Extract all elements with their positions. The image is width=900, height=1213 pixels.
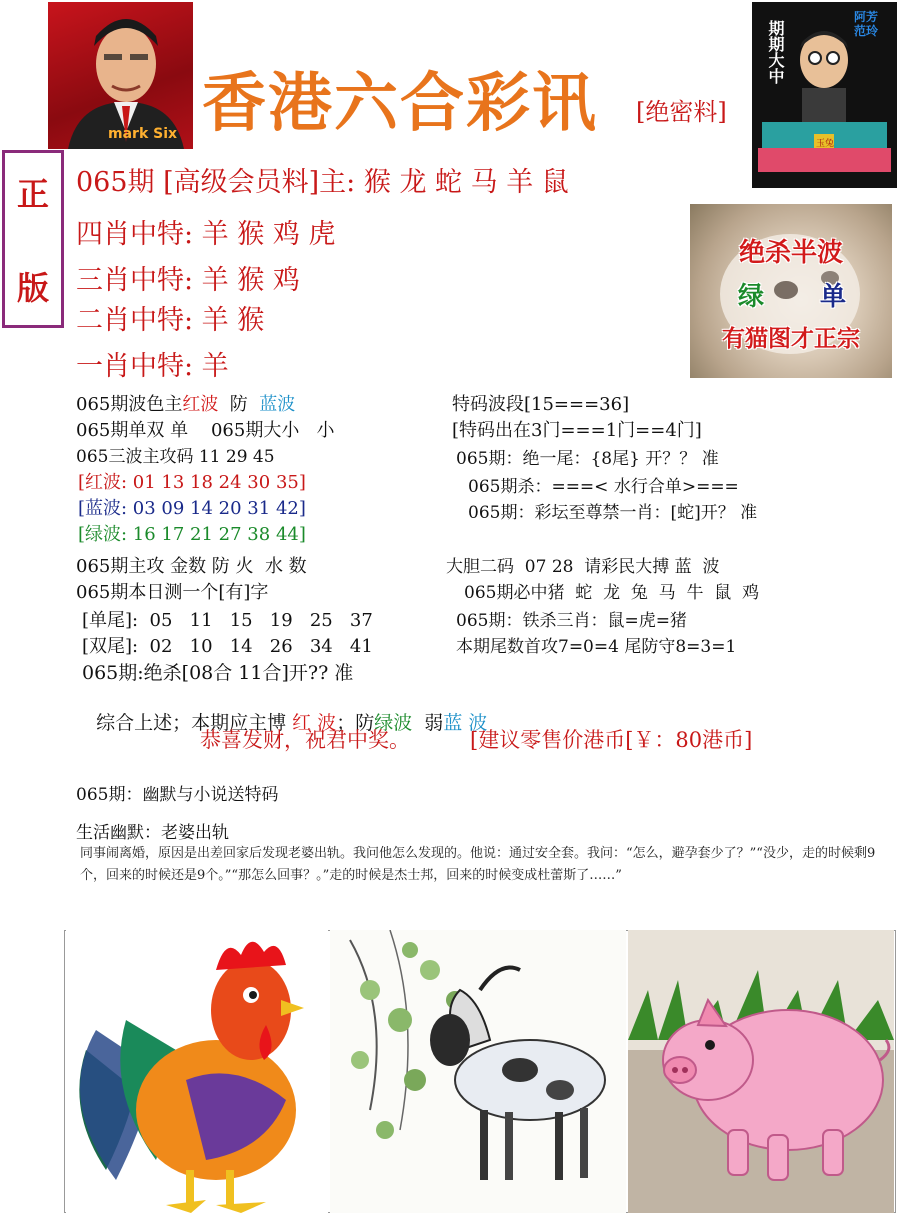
three-wave-line: 065三波主攻码 11 29 45 bbox=[76, 447, 275, 467]
segment-line: 特码波段[15===36] bbox=[452, 394, 630, 415]
must-win-line: 065期必中猪 蛇 龙 兔 马 牛 鼠 鸡 bbox=[464, 583, 760, 603]
single-tail-line: [单尾]: 05 11 15 19 25 37 bbox=[82, 610, 373, 631]
three-zodiac-line: 三肖中特: 羊 猴 鸡 bbox=[76, 265, 300, 296]
test-char-line: 065期本日测一个[有]字 bbox=[76, 582, 269, 603]
blue-wave-numbers: [蓝波: 03 09 14 20 31 42] bbox=[78, 498, 306, 519]
door-line: [特码出在3门===1门==4门] bbox=[452, 420, 702, 441]
page-title: 香港六合彩讯 bbox=[202, 66, 598, 141]
edition-box bbox=[2, 150, 64, 328]
cat-box-line3: 有猫图才正宗 bbox=[722, 325, 860, 352]
cat-box-line1: 绝杀半波 bbox=[738, 238, 843, 268]
summary-mid: ；防 bbox=[336, 712, 375, 734]
summary-blue: 蓝 波 bbox=[443, 712, 488, 734]
kill-element-line: 065期杀：===< 水行合单>=== bbox=[468, 477, 739, 497]
double-tail-line: [双尾]: 02 10 14 26 34 41 bbox=[82, 636, 373, 657]
goat-image bbox=[330, 930, 626, 1213]
right-photo-badge: 阿芳 范玲 bbox=[854, 10, 879, 38]
right-photo-caption: 期期大中 bbox=[766, 20, 785, 84]
cat-box-green: 绿 bbox=[737, 282, 764, 312]
goat-icon bbox=[330, 930, 626, 1213]
forbid-line: 065期：彩坛至尊禁一肖：[蛇]开？ 准 bbox=[468, 503, 758, 523]
pig-icon bbox=[628, 930, 894, 1213]
cartoon-photo-right bbox=[752, 2, 897, 188]
congrats-text: 恭喜发财，祝君中奖。 bbox=[200, 728, 410, 752]
pig-image bbox=[628, 930, 894, 1213]
edition-char-1: 正 bbox=[16, 175, 49, 213]
summary-prefix: 综合上述；本期应主博 bbox=[96, 712, 293, 734]
joke-text: 同事闹离婚，原因是出差回家后发现老婆出轨。我问他怎么发现的。他说：通过安全套。我问：“怎么，避孕套少了？”“没少，走的时候剩9个，回来的时候还是9个。”“那怎么回事？。”走的时候是杰士邦，回来的时候变成杜蕾斯了……” bbox=[80, 846, 876, 883]
wave-guard: 防 bbox=[218, 394, 260, 415]
cat-box-single: 单 bbox=[819, 282, 846, 312]
tail-line: 065期：绝一尾：{8尾} 开？？ 准 bbox=[456, 449, 719, 469]
main-attack-line: 065期主攻 金数 防 火 水 数 bbox=[76, 556, 307, 577]
summary-green: 绿波 bbox=[374, 712, 413, 734]
man-photo-left bbox=[48, 2, 193, 149]
green-wave-numbers: [绿波: 16 17 21 27 38 44] bbox=[78, 524, 306, 545]
member-line: 065期 [高级会员料]主: 猴 龙 蛇 马 羊 鼠 bbox=[76, 167, 569, 198]
right-photo-seal: 玉兔 bbox=[816, 139, 835, 149]
joke-title: 生活幽默：老婆出轨 bbox=[76, 823, 229, 843]
bold-two-line: 大胆二码 07 28 请彩民大搏 蓝 波 bbox=[446, 557, 720, 577]
tail-attack-line: 本期尾数首攻7=0=4 尾防守8=3=1 bbox=[456, 637, 737, 657]
price-text: [建议零售价港币[￥：80港币] bbox=[470, 728, 753, 752]
red-wave-numbers: [红波: 01 13 18 24 30 35] bbox=[78, 472, 306, 493]
one-zodiac-line: 一肖中特: 羊 bbox=[76, 351, 229, 382]
wave-color-line bbox=[76, 390, 295, 416]
four-zodiac-line: 四肖中特: 羊 猴 鸡 虎 bbox=[76, 219, 336, 250]
summary-red: 红 波 bbox=[292, 712, 337, 734]
edition-char-2: 版 bbox=[16, 269, 49, 307]
summary-weak: 弱 bbox=[412, 712, 444, 734]
humor-title: 065期：幽默与小说送特码 bbox=[76, 785, 279, 805]
cat-image-box bbox=[690, 204, 892, 378]
rooster-image bbox=[66, 930, 328, 1213]
wave-prefix: 065期波色主 bbox=[76, 394, 183, 415]
two-zodiac-line: 二肖中特: 羊 猴 bbox=[76, 305, 265, 336]
kill-combo-line: 065期:绝杀[08合 11合]开?? 准 bbox=[82, 662, 354, 684]
page-subtitle: [绝密料] bbox=[636, 98, 727, 126]
wave-main: 红波 bbox=[182, 394, 219, 415]
wave-alt: 蓝波 bbox=[259, 394, 296, 415]
iron-kill-line: 065期：铁杀三肖：鼠=虎=猪 bbox=[456, 611, 687, 631]
mark-six-logo: mark Six bbox=[108, 126, 178, 142]
rooster-icon bbox=[66, 930, 328, 1213]
odd-even-line: 065期单双 单 065期大小 小 bbox=[76, 420, 335, 441]
